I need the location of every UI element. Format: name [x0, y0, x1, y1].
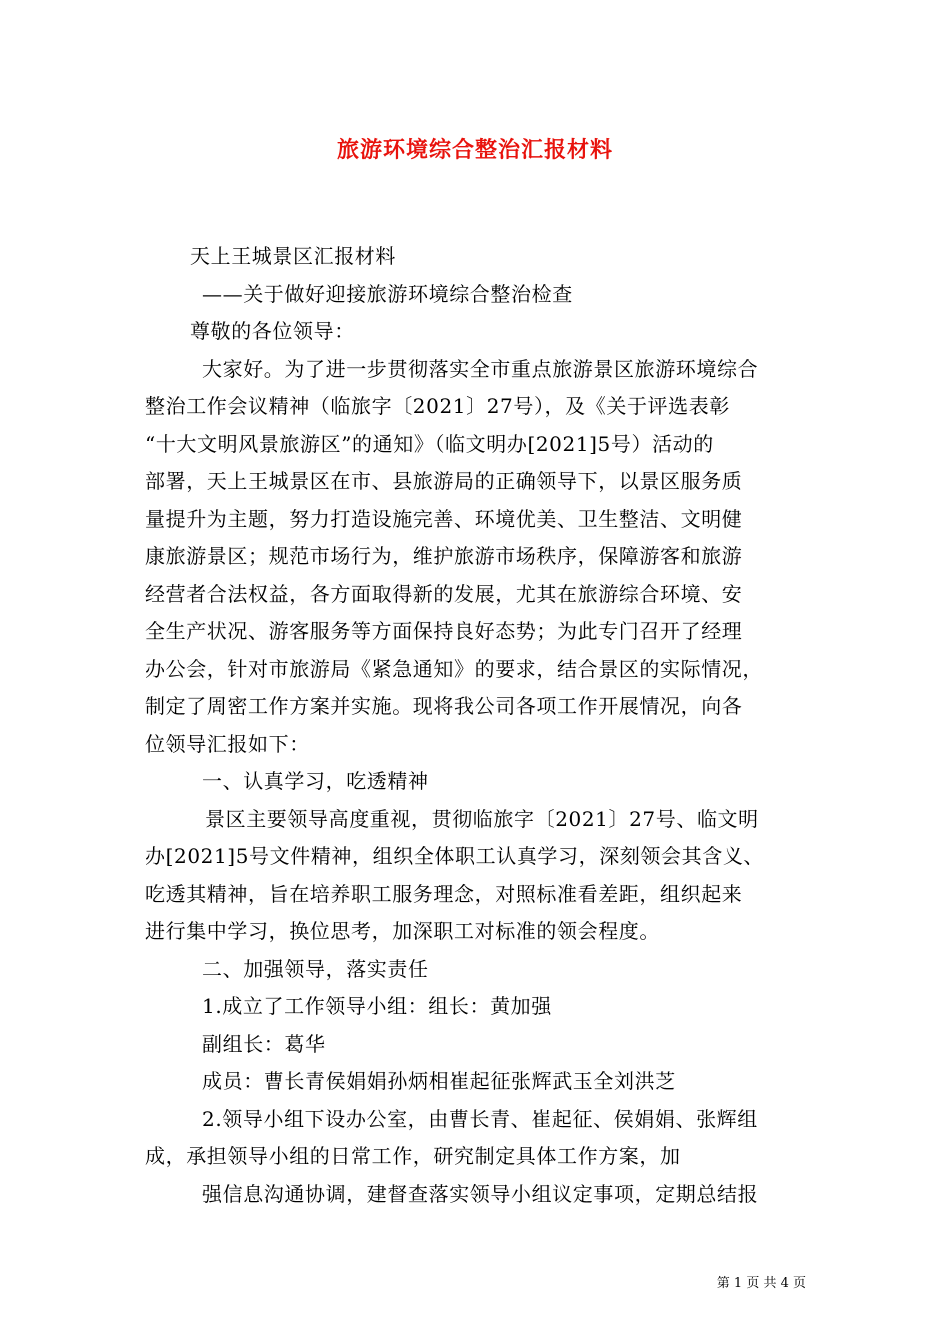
paragraph-line: 经营者合法权益，各方面取得新的发展，尤其在旅游综合环境、安	[145, 581, 743, 606]
paragraph-line: 成员：曹长青侯娟娟孙炳相崔起征张辉武玉全刘洪芝	[202, 1069, 676, 1093]
paragraph-line: 办[2021]5号文件精神，组织全体职工认真学习，深刻领会其含义、	[145, 844, 765, 868]
paragraph-line: 整治工作会议精神（临旅字〔2021〕27号），及《关于评选表彰	[145, 394, 730, 418]
paragraph-line: 2.领导小组下设办公室，由曹长青、崔起征、侯娟娟、张辉组	[202, 1106, 758, 1131]
paragraph-line: 位领导汇报如下：	[145, 731, 310, 756]
paragraph-line: 量提升为主题，努力打造设施完善、环境优美、卫生整洁、文明健	[145, 506, 743, 531]
paragraph-line: 成，承担领导小组的日常工作，研究制定具体工作方案，加	[145, 1144, 681, 1168]
paragraph-line: “十大文明风景旅游区”的通知》（临文明办[2021]5号）活动的	[145, 431, 714, 456]
paragraph-line: 强信息沟通协调，建督查落实领导小组议定事项，定期总结报	[202, 1181, 759, 1206]
paragraph-line: 副组长：葛华	[202, 1031, 326, 1056]
paragraph-line: 康旅游景区；规范市场行为，维护旅游市场秩序，保障游客和旅游	[145, 544, 743, 568]
paragraph-line: 部署，天上王城景区在市、县旅游局的正确领导下，以景区服务质	[145, 469, 743, 493]
paragraph-line: 办公会，针对市旅游局《紧急通知》的要求，结合景区的实际情况，	[145, 656, 763, 681]
paragraph-line: 吃透其精神，旨在培养职工服务理念，对照标准看差距，组织起来	[145, 881, 743, 906]
document-title: 旅游环境综合整治汇报材料	[336, 137, 613, 163]
paragraph-line: 全生产状况、游客服务等方面保持良好态势；为此专门召开了经理	[145, 619, 743, 643]
subtitle-line: ——关于做好迎接旅游环境综合整治检查	[202, 281, 573, 306]
page-number: 第 1 页 共 4 页	[716, 1276, 806, 1291]
paragraph-line: 进行集中学习，换位思考，加深职工对标准的领会程度。	[145, 919, 660, 943]
paragraph-line: 1.成立了工作领导小组：组长：黄加强	[202, 994, 552, 1018]
section-heading: 一、认真学习，吃透精神	[202, 769, 429, 793]
section-heading: 二、加强领导，落实责任	[202, 956, 429, 981]
paragraph-line: 景区主要领导高度重视，贯彻临旅字〔2021〕27号、临文明	[205, 806, 759, 831]
document-body	[145, 238, 825, 1213]
salutation: 尊敬的各位领导：	[190, 319, 355, 343]
subtitle-line: 天上王城景区汇报材料	[190, 244, 396, 268]
paragraph-line: 大家好。为了进一步贯彻落实全市重点旅游景区旅游环境综合	[202, 356, 759, 381]
paragraph-line: 制定了周密工作方案并实施。现将我公司各项工作开展情况，向各	[145, 694, 743, 718]
